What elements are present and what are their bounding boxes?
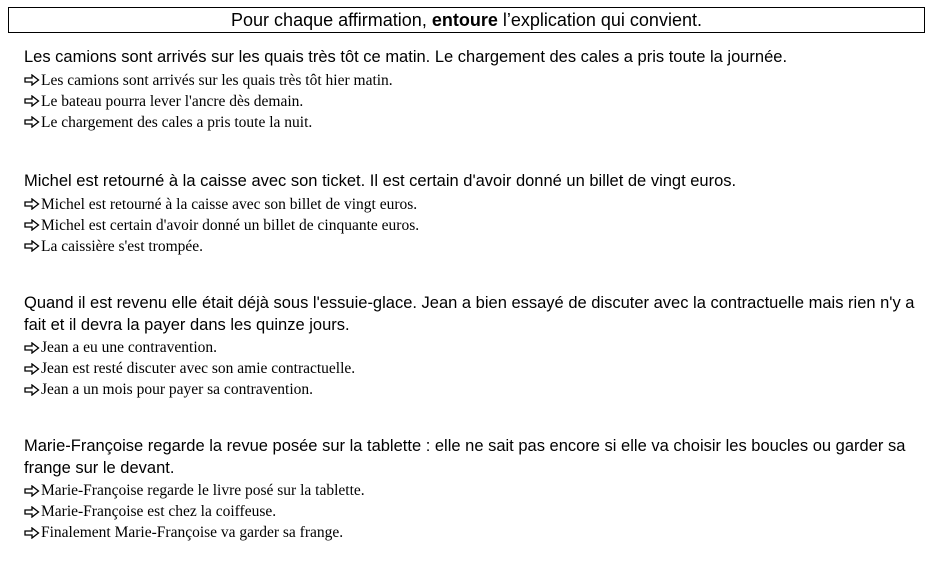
outlined-right-arrow-icon	[24, 240, 40, 252]
outlined-right-arrow-icon	[24, 384, 40, 396]
outlined-right-arrow-icon	[24, 363, 40, 375]
exercise-3	[24, 293, 929, 400]
option-text: Jean a eu une contravention.	[41, 339, 218, 356]
outlined-right-arrow-icon	[24, 219, 40, 231]
option-item[interactable]	[24, 337, 929, 358]
exercise-prompt: Marie-Françoise regarde la revue posée sur la tablette : elle ne sait pas encore si elle va choisir les boucles ou garder sa frange sur le devant.	[24, 437, 906, 477]
option-text: Marie-Françoise regarde le livre posé sur la tablette.	[41, 482, 365, 499]
outlined-right-arrow-icon	[24, 95, 40, 107]
instruction-box	[8, 7, 925, 33]
option-item[interactable]	[24, 236, 929, 257]
exercise-prompt: Michel est retourné à la caisse avec son ticket. Il est certain d'avoir donné un billet de vingt euros.	[24, 172, 737, 190]
option-item[interactable]	[24, 522, 929, 543]
option-item[interactable]	[24, 358, 929, 379]
outlined-right-arrow-icon	[24, 506, 40, 518]
option-text: Les camions sont arrivés sur les quais très tôt hier matin.	[41, 71, 393, 89]
option-text: Le chargement des cales a pris toute la nuit.	[41, 113, 313, 131]
option-list	[24, 480, 929, 543]
outlined-right-arrow-icon	[24, 485, 40, 497]
option-item[interactable]	[24, 112, 929, 133]
option-text: Michel est retourné à la caisse avec son billet de vingt euros.	[41, 195, 418, 213]
outlined-right-arrow-icon	[24, 198, 40, 210]
option-text: Finalement Marie-Françoise va garder sa frange.	[41, 524, 344, 541]
option-item[interactable]	[24, 70, 929, 91]
option-text: Marie-Françoise est chez la coiffeuse.	[41, 503, 277, 520]
option-item[interactable]	[24, 480, 929, 501]
option-item[interactable]	[24, 91, 929, 112]
exercise-prompt: Quand il est revenu elle était déjà sous l'essuie-glace. Jean a bien essayé de discuter avec la contractuelle mais rien n'y a fait et il devra la payer dans les quinze jours.	[24, 294, 915, 334]
option-list	[24, 70, 929, 133]
instruction-keyword: entoure	[431, 10, 498, 30]
option-item[interactable]	[24, 379, 929, 400]
option-list	[24, 194, 929, 257]
option-item[interactable]	[24, 501, 929, 522]
outlined-right-arrow-icon	[24, 116, 40, 128]
instruction-text-end: l’explication qui convient.	[497, 10, 702, 30]
option-text: Jean est resté discuter avec son amie contractuelle.	[41, 360, 356, 377]
instruction-text-start: Pour chaque affirmation,	[231, 10, 432, 30]
outlined-right-arrow-icon	[24, 527, 40, 539]
outlined-right-arrow-icon	[24, 74, 40, 86]
option-item[interactable]	[24, 194, 929, 215]
exercise-1	[24, 47, 929, 133]
option-text: La caissière s'est trompée.	[41, 237, 204, 255]
option-item[interactable]	[24, 215, 929, 236]
option-text: Le bateau pourra lever l'ancre dès demain.	[41, 92, 304, 110]
option-list	[24, 337, 929, 400]
option-text: Michel est certain d'avoir donné un billet de cinquante euros.	[41, 216, 420, 234]
exercise-4	[24, 436, 929, 543]
exercise-2	[24, 171, 929, 257]
outlined-right-arrow-icon	[24, 342, 40, 354]
exercise-prompt: Les camions sont arrivés sur les quais très tôt ce matin. Le chargement des cales a pris toute la journée.	[24, 48, 788, 66]
option-text: Jean a un mois pour payer sa contravention.	[41, 381, 314, 398]
